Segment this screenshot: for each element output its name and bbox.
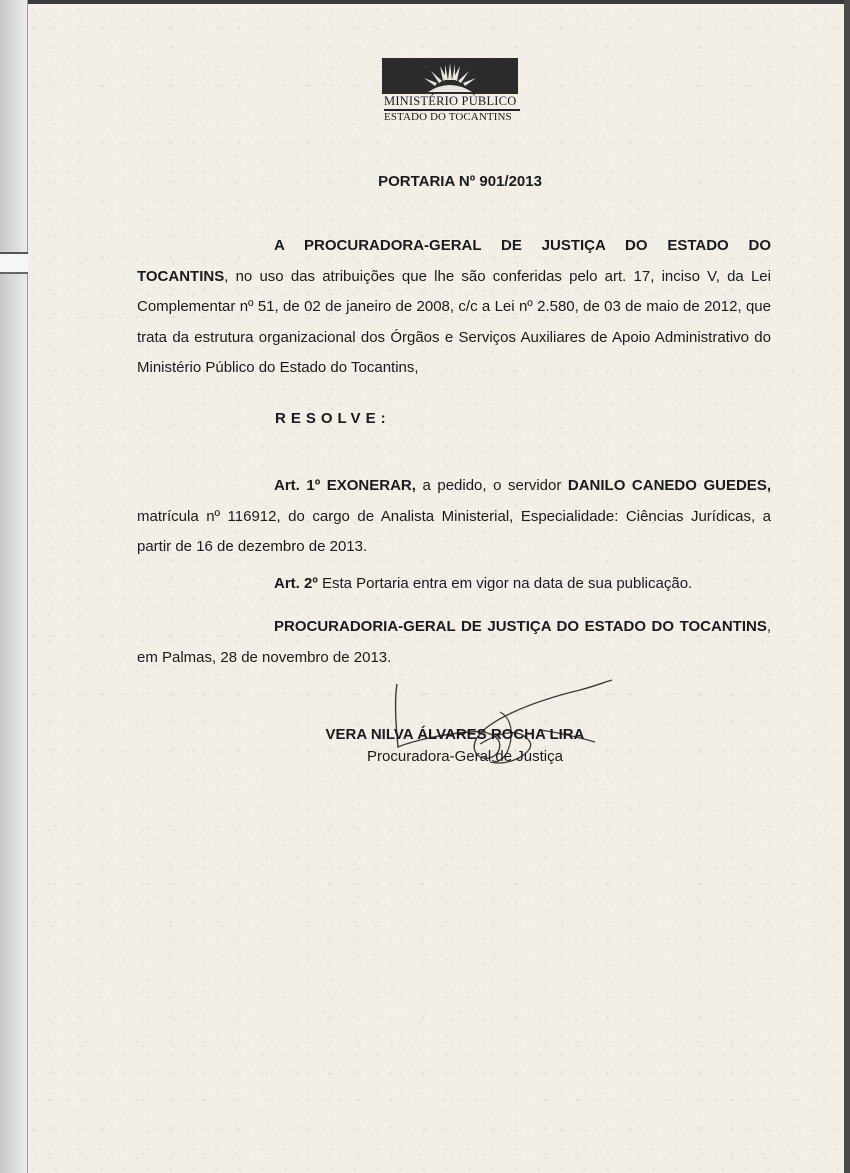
closing-text: , em Palmas, 28 de novembro de 2013. xyxy=(137,618,771,666)
article-1-text-b: matrícula nº 116912, do cargo de Analista Ministerial, Especialidade: Ciências Jurídicas, a partir de 16 de dezembro de 2013. xyxy=(137,507,771,555)
logo-emblem xyxy=(382,58,518,94)
intro-paragraph xyxy=(137,231,771,384)
article-1-servant-name: DANILO CANEDO GUEDES, xyxy=(567,477,771,494)
article-2-label: Art. 2º xyxy=(274,575,318,592)
article-1-label: Art. 1º EXONERAR, xyxy=(274,477,416,494)
closing-paragraph xyxy=(137,612,771,673)
article-1-text-a: a pedido, o servidor xyxy=(415,477,568,494)
document-title: PORTARIA Nº 901/2013 xyxy=(378,173,542,190)
signer-role: Procuradora-Geral de Justiça xyxy=(367,748,563,765)
article-2 xyxy=(137,569,771,600)
logo-line-2: ESTADO DO TOCANTINS xyxy=(384,111,512,123)
closing-authority: PROCURADORIA-GERAL DE JUSTIÇA DO ESTADO DO TOCANTINS xyxy=(274,618,767,635)
intro-authority: A PROCURADORA-GERAL DE JUSTIÇA DO ESTADO DO TOCANTINS xyxy=(137,237,771,285)
scan-margin-tab xyxy=(0,252,28,274)
ministry-logo xyxy=(382,58,520,123)
intro-text: , no uso das atribuições que lhe são conferidas pelo art. 17, inciso V, da Lei Complementar nº 51, de 02 de janeiro de 2008, c/c a Lei nº 2.580, de 03 de maio de 2012, que trata da estrutura organizacional dos Órgãos e Serviços Auxiliares de Apoio Administrativo do Ministério Público do Estado do Tocantins, xyxy=(137,267,771,376)
signer-name: VERA NILVA ÁLVARES ROCHA LIRA xyxy=(325,726,585,743)
article-1 xyxy=(137,471,771,563)
article-2-text: Esta Portaria entra em vigor na data de sua publicação. xyxy=(317,575,693,592)
sunburst-icon xyxy=(382,58,518,94)
logo-line-1: MINISTÉRIO PÚBLICO xyxy=(384,94,520,111)
resolve-heading: RESOLVE: xyxy=(275,410,391,427)
